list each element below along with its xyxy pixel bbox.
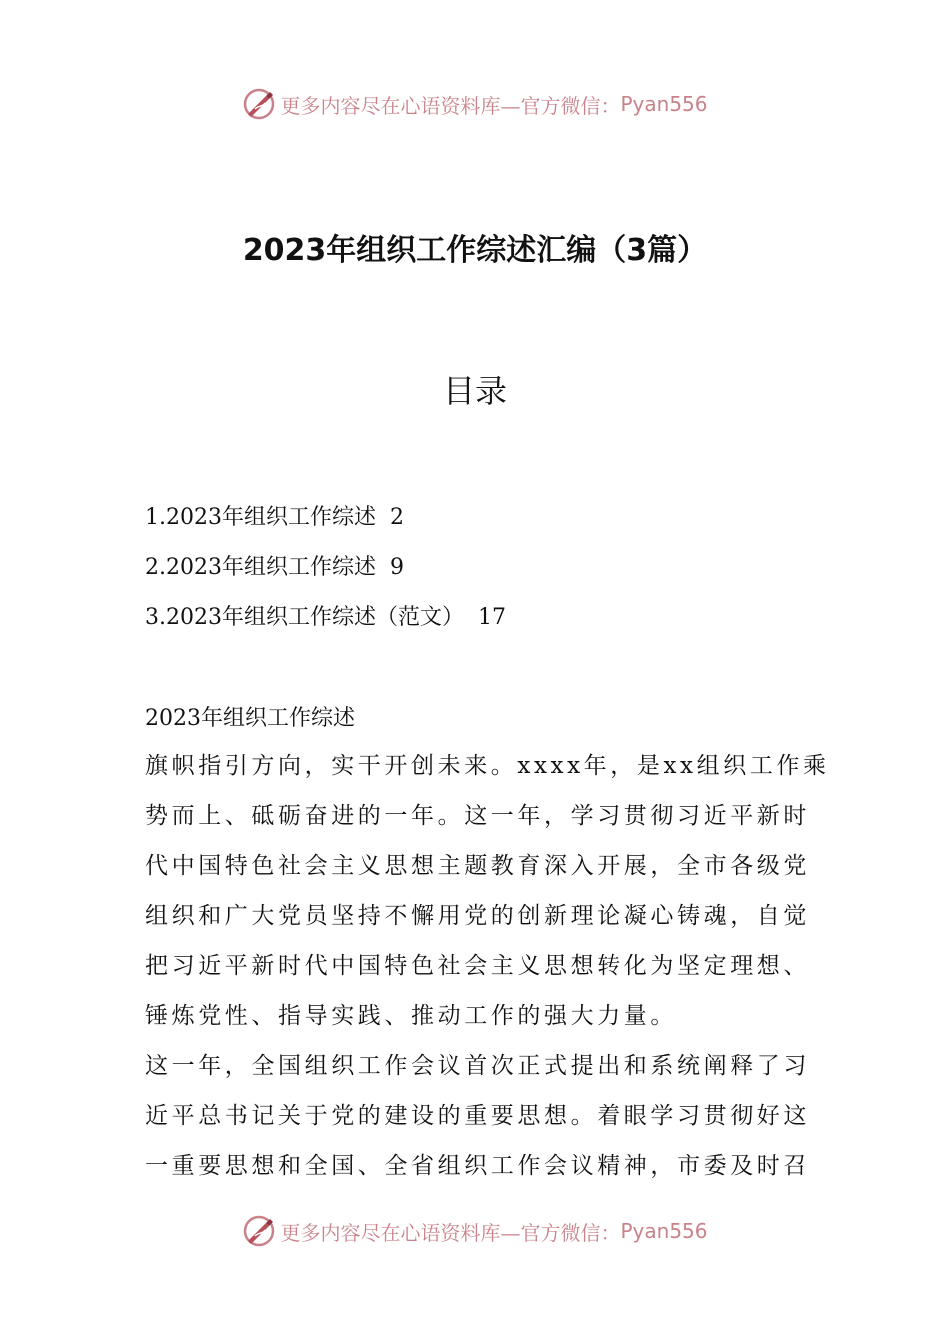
body-line: 这一年，全国组织工作会议首次正式提出和系统阐释了习 — [145, 1053, 810, 1079]
toc-entry[interactable] — [145, 498, 506, 548]
body-line: 一重要思想和全国、全省组织工作会议精神，市委及时召 — [145, 1153, 810, 1179]
toc-entry-label: 1.2023年组织工作综述 — [145, 505, 376, 530]
body-text — [145, 745, 830, 1195]
body-line: 把习近平新时代中国特色社会主义思想转化为坚定理想、 — [145, 953, 810, 979]
toc-entry-page: 17 — [477, 605, 506, 630]
toc-entry-page: 9 — [389, 555, 404, 580]
watermark-header — [0, 84, 950, 124]
document-title: 2023年组织工作综述汇编（3篇） — [242, 233, 708, 268]
watermark-account: Pyan556 — [620, 92, 708, 116]
watermark-text: 更多内容尽在心语资料库—官方微信： — [280, 93, 621, 118]
toc-entry[interactable] — [145, 548, 506, 598]
pen-logo-icon — [242, 87, 276, 121]
body-line: 势而上、砥砺奋进的一年。这一年，学习贯彻习近平新时 — [145, 803, 810, 829]
section-title: 2023年组织工作综述 — [145, 706, 355, 731]
toc-entry-label: 2.2023年组织工作综述 — [145, 555, 376, 580]
watermark-text: 更多内容尽在心语资料库—官方微信： — [280, 1220, 621, 1245]
watermark-account: Pyan556 — [620, 1219, 708, 1243]
toc-entry-page: 2 — [389, 505, 404, 530]
toc-entry-label: 3.2023年组织工作综述（范文） — [145, 605, 464, 630]
toc-entry[interactable] — [145, 598, 506, 648]
pen-logo-icon — [242, 1214, 276, 1248]
body-line: 组织和广大党员坚持不懈用党的创新理论凝心铸魂，自觉 — [145, 903, 810, 929]
body-line: 锤炼党性、指导实践、推动工作的强大力量。 — [145, 1003, 677, 1029]
toc-heading: 目录 — [442, 372, 507, 410]
body-line: 近平总书记关于党的建设的重要思想。着眼学习贯彻好这 — [145, 1103, 810, 1129]
body-line: 旗帜指引方向，实干开创未来。xxxx年，是xx组织工作乘 — [145, 753, 830, 779]
body-line: 代中国特色社会主义思想主题教育深入开展，全市各级党 — [145, 853, 810, 879]
watermark-footer — [0, 1211, 950, 1251]
table-of-contents — [145, 498, 506, 648]
